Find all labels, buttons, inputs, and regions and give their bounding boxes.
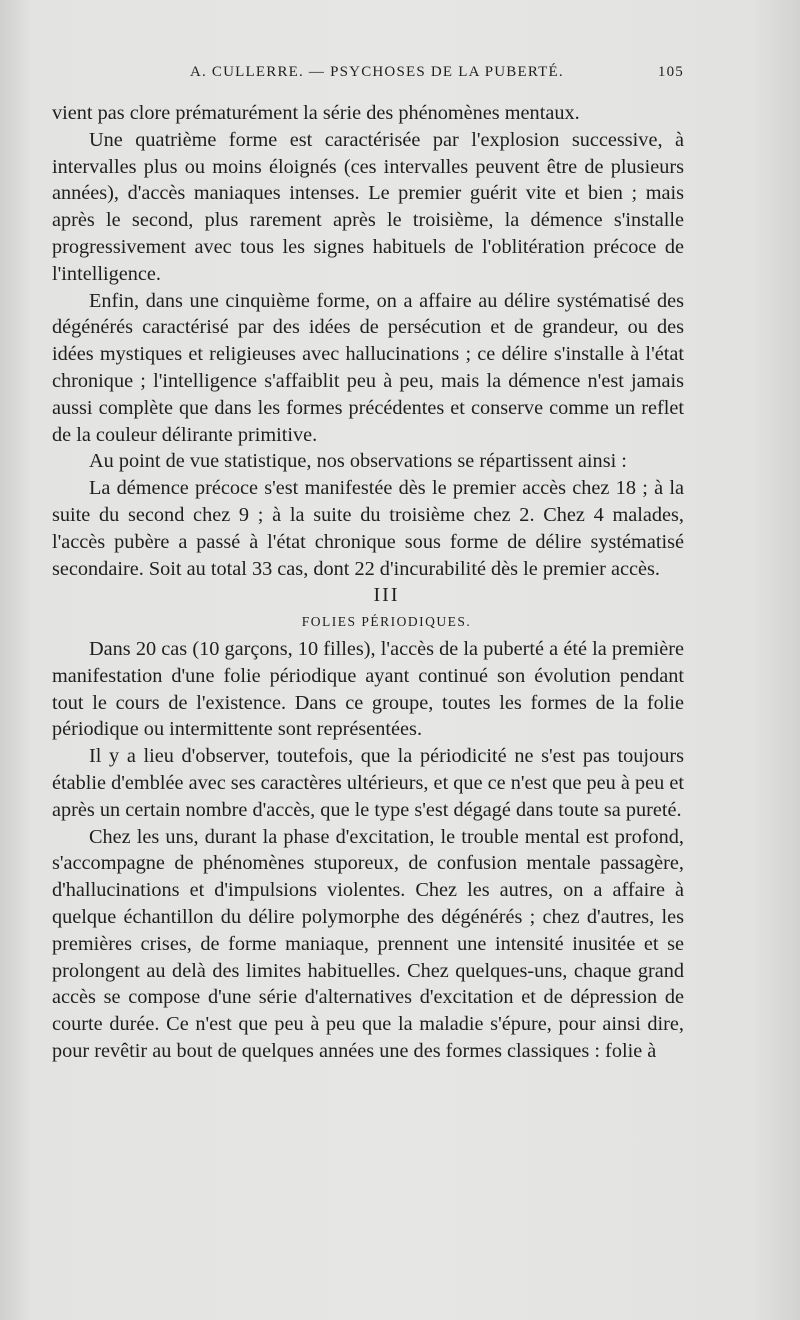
section-number: III	[373, 584, 400, 607]
running-title: A. CULLERRE. — PSYCHOSES DE LA PUBERTÉ.	[190, 64, 564, 80]
section-title: FOLIES PÉRIODIQUES.	[301, 614, 472, 630]
paragraph: Dans 20 cas (10 garçons, 10 filles), l'accès de la puberté a été la première manifestation d'une folie périodique ayant continué son évolution pendant tout le cours de l'existence. Dans ce groupe, toutes les formes de la folie périodique ou intermittente sont représentées.	[52, 637, 684, 741]
paragraph: Chez les uns, durant la phase d'excitation, le trouble mental est profond, s'accompagne de phénomènes stuporeux, de confusion mentale passagère, d'hallucinations et d'impulsions violentes. Chez les autres, on a affaire à quelque échantillon du délire polymorphe des dégénérés ; chez d'autres, les premières crises, de forme maniaque, prennent une intensité inusitée et se prolongent au delà des limites habituelles. Chez quelques-uns, chaque grand accès se compose d'une série d'alternatives d'excitation et de dépression de courte durée. Ce n'est que peu à peu que la maladie s'épure, pour ainsi dire, pour revêtir au bout de quelques années une des formes classiques : folie à	[52, 825, 684, 1062]
running-header	[100, 64, 684, 88]
paragraph: La démence précoce s'est manifestée dès le premier accès chez 18 ; à la suite du second chez 9 ; à la suite du troisième chez 2. Chez 4 malades, l'accès pubère a passé à l'état chronique sous forme de délire systématisé secondaire. Soit au total 33 cas, dont 22 d'incurabilité dès le premier accès.	[52, 477, 684, 580]
page-number: 105	[657, 64, 684, 80]
page-body	[52, 100, 684, 1065]
paragraph: Au point de vue statistique, nos observations se répartissent ainsi :	[89, 450, 627, 473]
paragraph: Une quatrième forme est caractérisée par l'explosion successive, à intervalles plus ou moins éloignés (ces intervalles peuvent être de plusieurs années), d'accès maniaques intenses. Le premier guérit vite et bien ; mais après le second, plus rarement après le troisième, la démence s'installe progressivement avec tous les signes habituels de l'oblitération précoce de l'intelligence.	[52, 128, 684, 285]
paragraph: vient pas clore prématurément la série des phénomènes mentaux.	[52, 102, 580, 124]
paragraph: Enfin, dans une cinquième forme, on a affaire au délire systématisé des dégénérés caractérisé par des idées de persécution et de grandeur, ou des idées mystiques et religieuses avec hallucinations ; ce délire s'installe à l'état chronique ; l'intelligence s'affaiblit peu à peu, mais la démence n'est jamais aussi complète que dans les formes précédentes et conserve comme un reflet de la couleur délirante primitive.	[52, 289, 684, 446]
paragraph: Il y a lieu d'observer, toutefois, que la périodicité ne s'est pas toujours établie d'emblée avec ses caractères ultérieurs, et que ce n'est que peu à peu et après un certain nombre d'accès, que le type s'est dégagé dans toute sa pureté.	[52, 745, 684, 821]
